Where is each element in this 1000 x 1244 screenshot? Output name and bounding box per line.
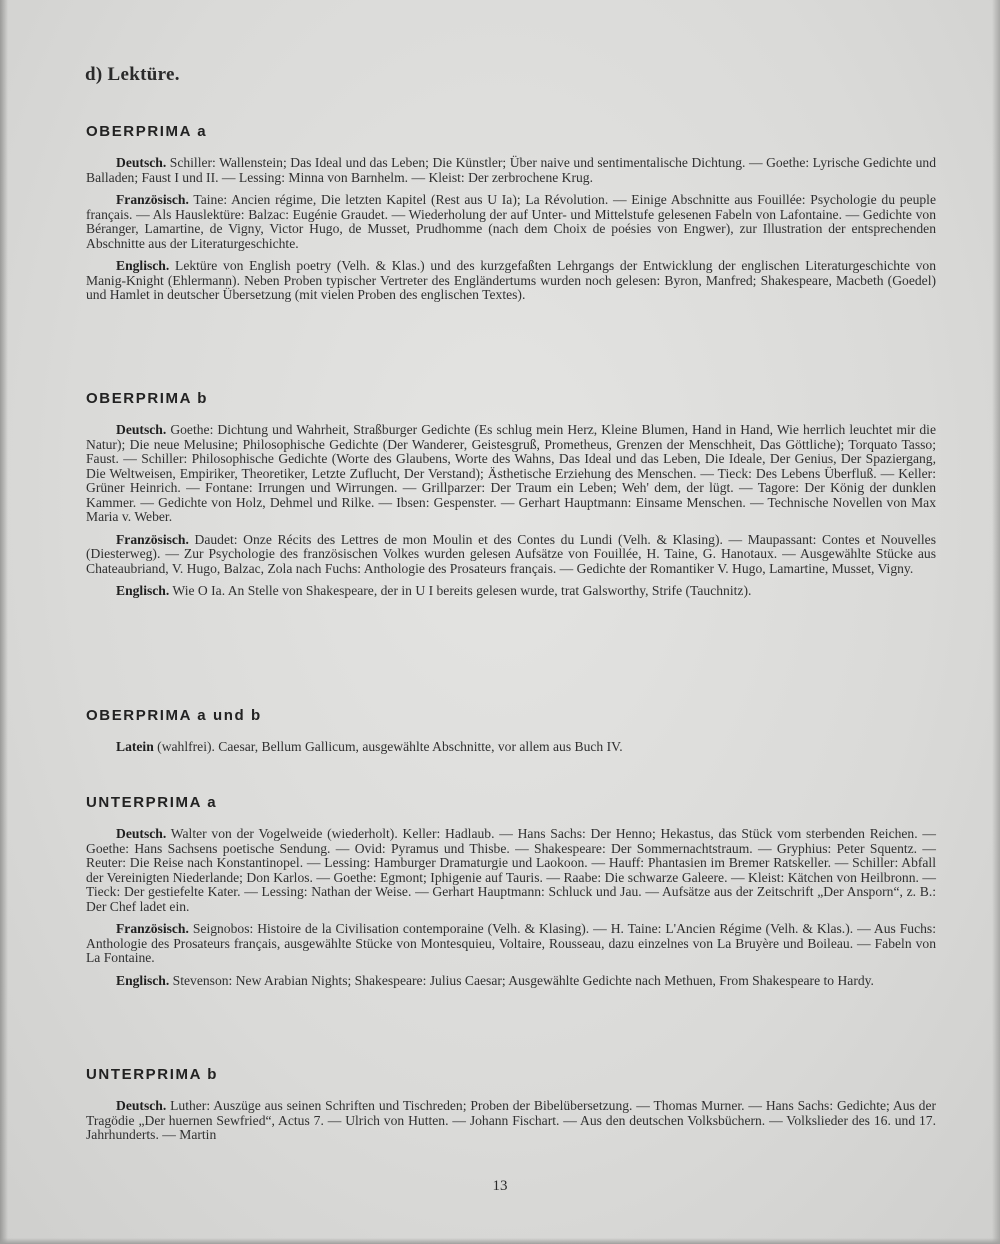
entry-englisch	[86, 974, 936, 989]
entry-franzoesisch	[86, 922, 936, 966]
section-heading: UNTERPRIMA b	[86, 1066, 218, 1083]
entry-latein	[86, 740, 936, 755]
entry-subject: Englisch.	[116, 583, 170, 598]
entry-text: Wie O Ia. An Stelle von Shakespeare, der in U I bereits gelesen wurde, trat Galsworthy, Strife (Tauchnitz).	[172, 583, 752, 598]
entry-subject: Deutsch.	[116, 422, 167, 437]
page-edge-shadow-bottom	[0, 1238, 1000, 1244]
page-edge-shadow-left	[0, 0, 8, 1244]
section-heading: OBERPRIMA a	[86, 123, 208, 140]
section-unterprima-b	[86, 1066, 936, 1151]
section-heading: OBERPRIMA b	[86, 390, 209, 407]
entry-subject: Französisch.	[116, 531, 189, 547]
page-number: 13	[492, 1178, 508, 1194]
entry-subject: Deutsch.	[116, 1098, 167, 1113]
entry-text: Seignobos: Histoire de la Civilisation contemporaine (Velh. & Klasing). — H. Taine: L'Ancien Régime (Velh. & Klas.). — Aus Fuchs: Anthologie des Prosateurs français, ausgewählte Stücke von Montesquieu, Voltaire, Rousseau, dazu einzelnes von La Bruyère und Boileau. — Fabeln von La Fontaine.	[86, 921, 936, 965]
section-oberprima-a	[86, 123, 936, 311]
entry-subject: Deutsch.	[116, 826, 167, 841]
entry-deutsch	[86, 1099, 936, 1143]
page-edge-shadow-right	[992, 0, 1000, 1244]
entry-franzoesisch	[86, 533, 936, 577]
entry-franzoesisch	[86, 193, 936, 251]
entry-text: Walter von der Vogelweide (wiederholt). Keller: Hadlaub. — Hans Sachs: Der Henno; Hekastus, das Stück vom sterbenden Reichen. — Goethe: Hans Sachsens poetische Sendung. — Ovid: Pyramus und Thisbe. — Shakespeare: Der Sommernachtstraum. — Gryphius: Peter Squentz. — Reuter: Die Reise nach Konstantinopel. — Lessing: Hamburger Dramaturgie und Laokoon. — Hauff: Phantasien im Bremer Ratskeller. — Schiller: Abfall der Vereinigten Niederlande; Don Karlos. — Goethe: Egmont; Iphigenie auf Tauris. — Raabe: Die schwarze Galeere. — Kleist: Kätchen von Heilbronn. — Tieck: Der gestiefelte Kater. — Lessing: Nathan der Weise. — Gerhart Hauptmann: Schluck und Jau. — Aufsätze aus der Zeitschrift „Der Ansporn“, z. B.: Der Chef ladet ein.	[86, 826, 936, 914]
entry-englisch	[86, 259, 936, 303]
entry-subject: Französisch.	[116, 921, 189, 936]
entry-deutsch	[86, 423, 936, 525]
entry-deutsch	[86, 156, 936, 185]
entry-text: Daudet: Onze Récits des Lettres de mon Moulin et des Contes du Lundi (Velh. & Klasing). — Maupassant: Contes et Nouvelles (Diesterweg). — Zur Psychologie des französischen Volkes wurden gelesen Aufsätze von Fouillée, H. Taine, G. Hanotaux. — Ausgewählte Stücke aus Chateaubriand, V. Hugo, Balzac, Zola nach Fuchs: Anthologie des Prosateurs français. — Gedichte der Romantiker V. Hugo, Lamartine, Musset, Vigny.	[86, 531, 937, 576]
entry-text: Lektüre von English poetry (Velh. & Klas.) und des kurzgefaßten Lehrgangs der Entwicklung der englischen Literaturgeschichte von Manig-Knight (Ehlermann). Neben Proben typischer Vertreter des Engländertums wurden noch gelesen: Byron, Manfred; Shakespeare, Macbeth (Goedel) und Hamlet in deutscher Übersetzung (mit vielen Proben des englischen Textes).	[86, 258, 936, 302]
section-heading: UNTERPRIMA a	[86, 794, 218, 811]
entry-deutsch	[86, 827, 936, 914]
entry-text: Goethe: Dichtung und Wahrheit, Straßburger Gedichte (Es schlug mein Herz, Kleine Blumen, Hand in Hand, Wie herrlich leuchtet mir die Natur); Die neue Melusine; Philosophische Gedichte (Der Wanderer, Geistesgruß, Prometheus, Grenzen der Menschheit, Das Göttliche); Torquato Tasso; Faust. — Schiller: Philosophische Gedichte (Worte des Glaubens, Worte des Wahns, Das Ideal und das Leben, Die Ideale, Der Genius, Der Spaziergang, Die Weltweisen, Empiriker, Theoretiker, Letzte Zuflucht, Der Verstand); Ästhetische Erziehung des Menschen. — Tieck: Des Lebens Überfluß. — Keller: Grüner Heinrich. — Fontane: Irrungen und Wirrungen. — Grillparzer: Der Traum ein Leben; Weh' dem, der lügt. — Tagore: Der König der dunklen Kammer. — Gedichte von Holz, Dehmel und Rilke. — Ibsen: Gespenster. — Gerhart Hauptmann: Einsame Menschen. — Technische Novellen von Max Maria v. Weber.	[86, 422, 936, 524]
section-unterprima-a	[86, 794, 936, 996]
chapter-title: d) Lektüre.	[85, 64, 180, 85]
entry-text: Schiller: Wallenstein; Das Ideal und das Leben; Die Künstler; Über naive und sentimentalische Dichtung. — Goethe: Lyrische Gedichte und Balladen; Faust I und II. — Lessing: Minna von Barnhelm. — Kleist: Der zerbrochene Krug.	[86, 155, 936, 185]
entry-subject: Englisch.	[116, 972, 170, 988]
section-oberprima-b	[86, 390, 936, 607]
entry-text: Taine: Ancien régime, Die letzten Kapitel (Rest aus U Ia); La Révolution. — Einige Abschnitte aus Fouillée: Psychologie du peuple français. — Als Hauslektüre: Balzac: Eugénie Graudet. — Wiederholung der auf Unter- und Mittelstufe gelesenen Fabeln von Lafontaine. — Gedichte von Béranger, Lamartine, de Vigny, Victor Hugo, de Musset, Prudhomme (nach dem Choix de poésies von Engwer), zur Illustration der entsprechenden Abschnitte aus der Literaturgeschichte.	[86, 192, 936, 251]
entry-text: Stevenson: New Arabian Nights; Shakespeare: Julius Caesar; Ausgewählte Gedichte nach Methuen, From Shakespeare to Hardy.	[172, 972, 874, 988]
section-heading: OBERPRIMA a und b	[86, 707, 262, 724]
entry-subject: Englisch.	[116, 258, 170, 273]
entry-subject: Französisch.	[116, 192, 189, 207]
section-oberprima-a-und-b	[86, 707, 936, 763]
entry-englisch	[86, 584, 936, 599]
entry-subject: Latein	[116, 739, 154, 754]
entry-text: (wahlfrei). Caesar, Bellum Gallicum, ausgewählte Abschnitte, vor allem aus Buch IV.	[157, 739, 623, 754]
entry-subject: Deutsch.	[116, 155, 167, 170]
entry-text: Luther: Auszüge aus seinen Schriften und Tischreden; Proben der Bibelübersetzung. — Thomas Murner. — Hans Sachs: Gedichte; Aus der Tragödie „Der huernen Sewfried“, Actus 7. — Ulrich von Hutten. — Johann Fischart. — Aus den deutschen Volksbüchern. — Volkslieder des 16. und 17. Jahrhunderts. — Martin	[86, 1098, 936, 1142]
